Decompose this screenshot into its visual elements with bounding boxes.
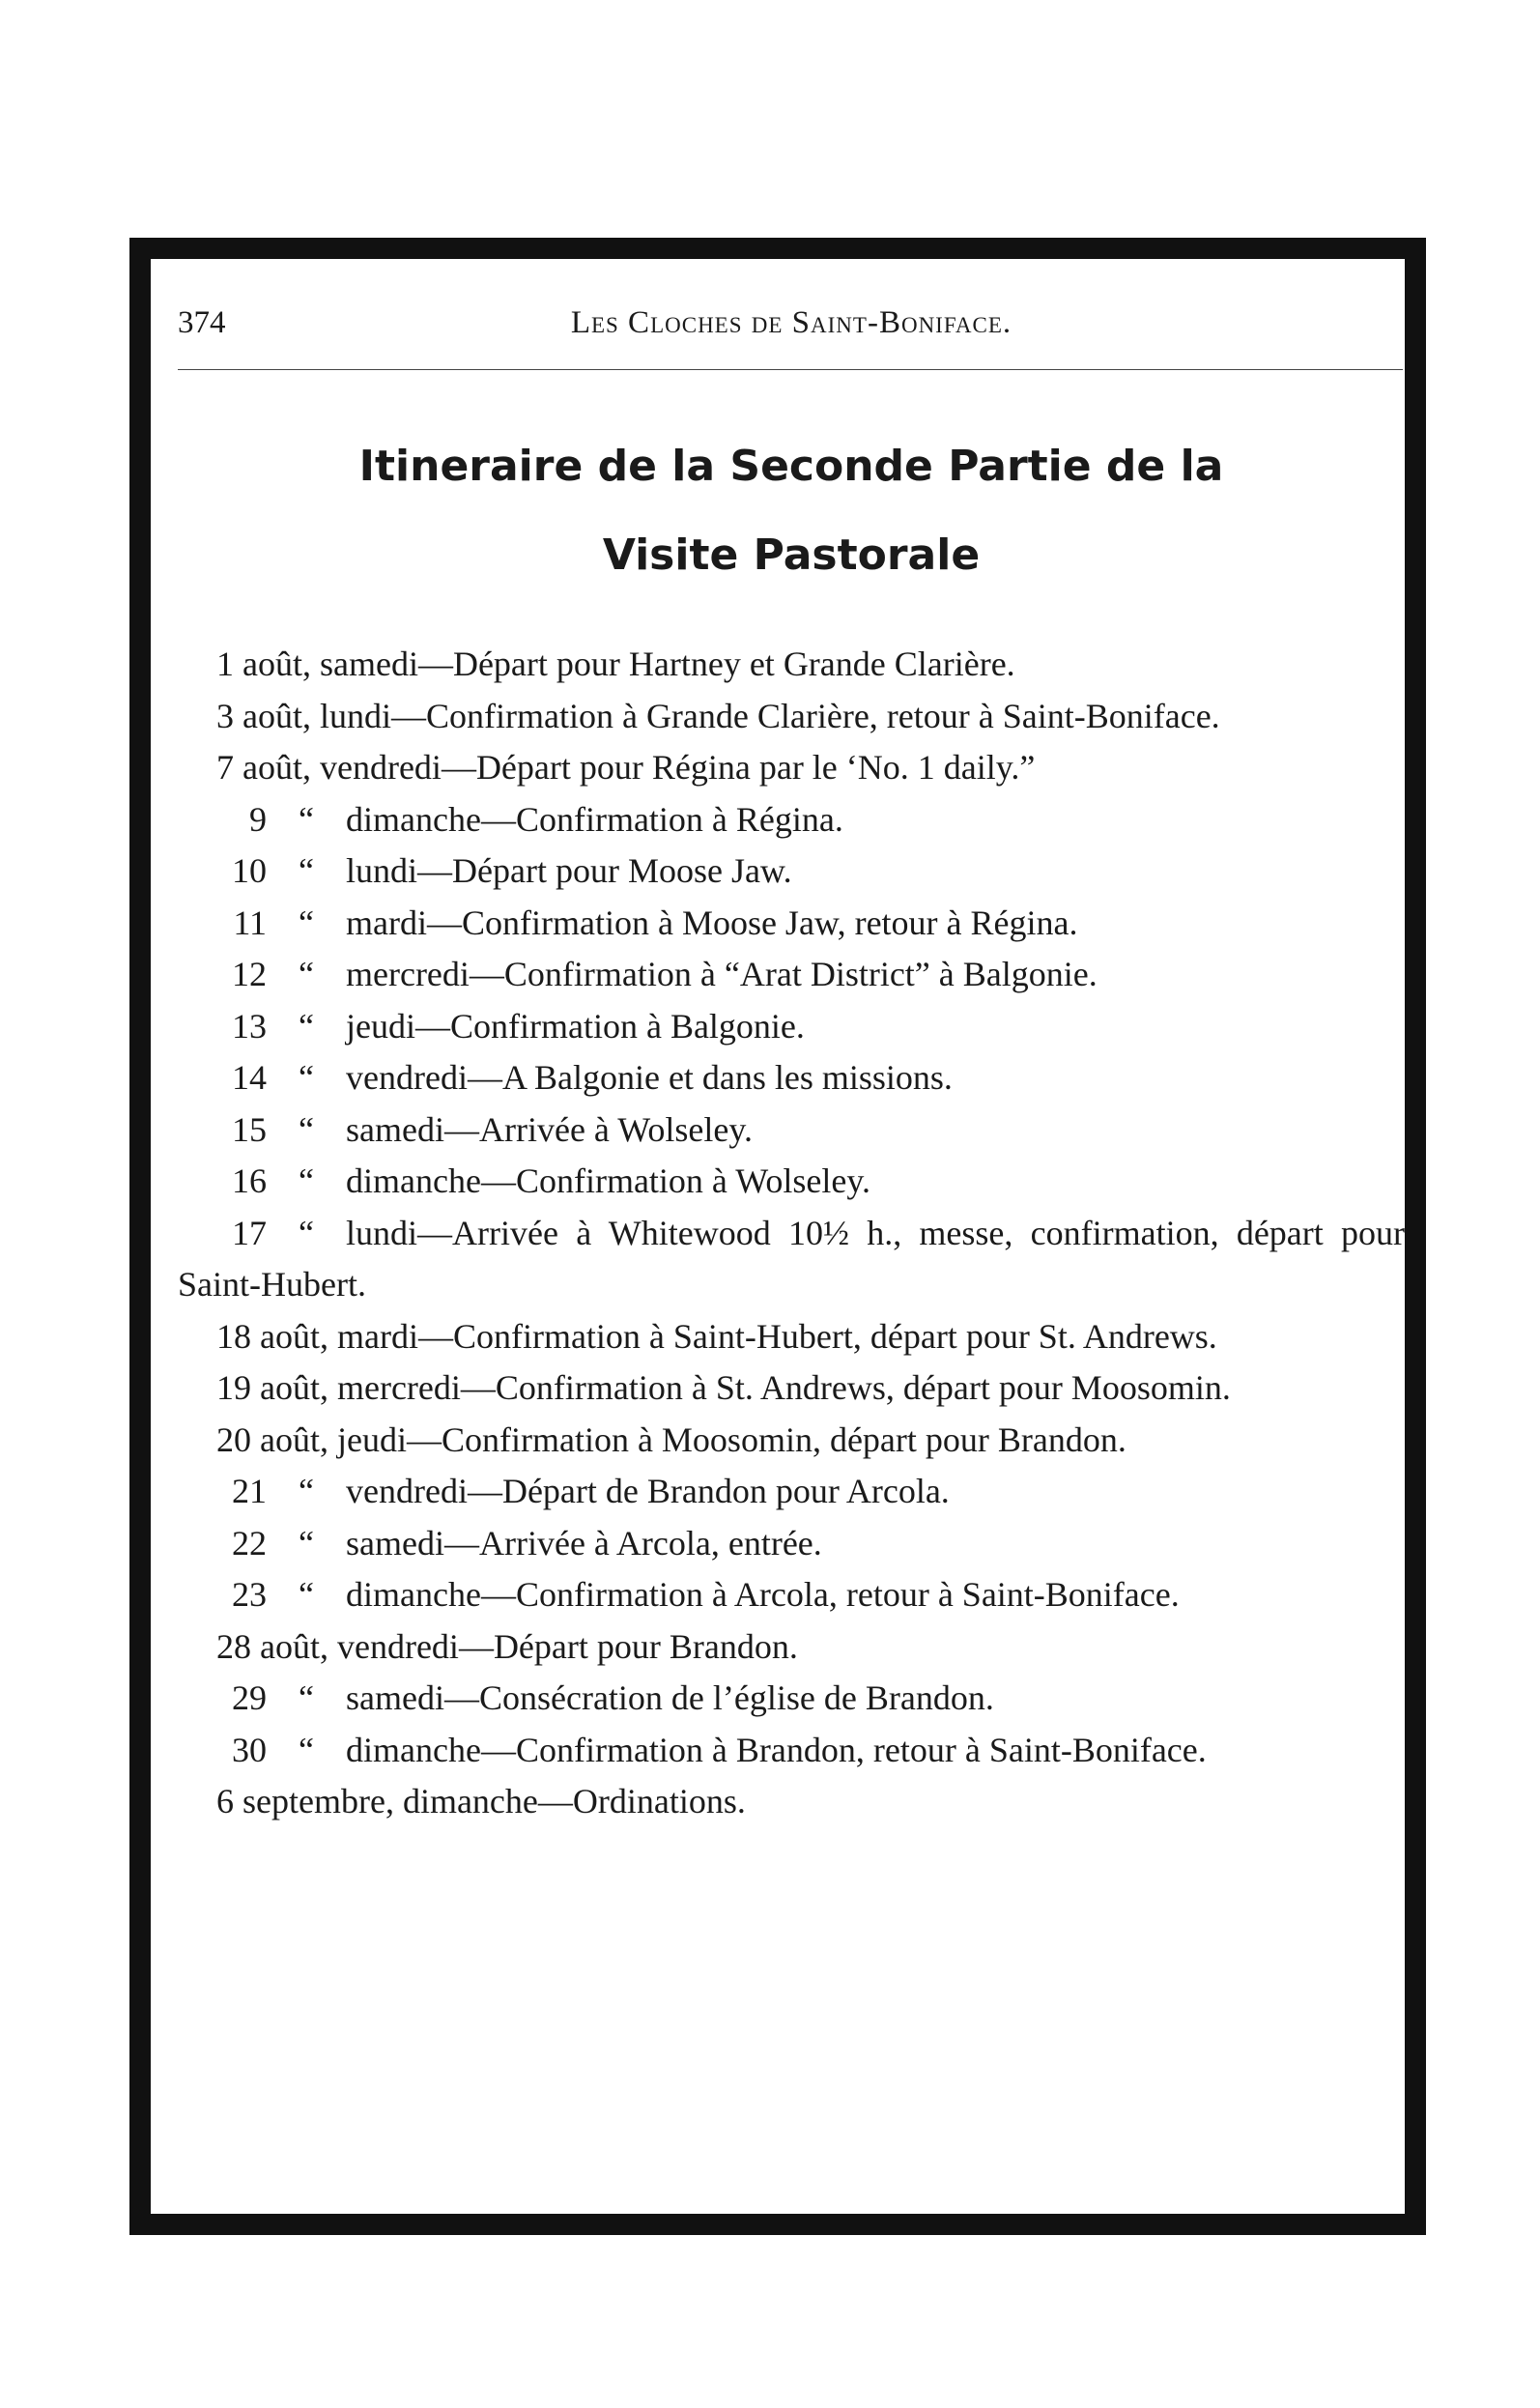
entry-day: 16 — [232, 1161, 267, 1200]
entry-day: 14 — [232, 1058, 267, 1097]
itinerary-entry — [178, 846, 1405, 898]
frame-border-bottom — [129, 2214, 1426, 2235]
entry-weekday: mercredi — [346, 955, 470, 993]
entry-text: —Départ pour Moose Jaw. — [417, 851, 792, 890]
entry-text: —Confirmation à Régina. — [480, 799, 843, 839]
ditto-mark: “ — [299, 1678, 314, 1717]
entry-weekday: vendredi — [346, 1058, 468, 1097]
entry-weekday: samedi — [346, 1678, 444, 1717]
entry-text: —Départ pour Brandon. — [458, 1626, 798, 1666]
ditto-mark: “ — [299, 1730, 314, 1769]
entry-weekday: dimanche — [346, 1161, 481, 1200]
entry-text: —Départ pour Hartney et Grande Clarière. — [417, 645, 1015, 683]
heading-line-1: Itineraire de la Seconde Partie de la — [358, 442, 1224, 491]
entry-text: —Arrivée à Arcola, entrée. — [443, 1523, 822, 1562]
itinerary-entry — [178, 1208, 1405, 1311]
entry-day: 9 — [249, 799, 267, 839]
itinerary-entries — [178, 639, 1405, 1828]
ditto-mark: “ — [299, 1575, 314, 1614]
itinerary-entry — [178, 691, 1405, 743]
entry-text: —Ordinations. — [537, 1782, 746, 1820]
entry-text: —Confirmation à Saint-Hubert, départ pour St. Andrews. — [417, 1316, 1217, 1356]
entry-weekday: jeudi — [346, 1006, 415, 1046]
entry-text: —Arrivée à Wolseley. — [443, 1109, 753, 1149]
frame-border-right — [1405, 238, 1426, 2235]
itinerary-entry — [178, 1569, 1405, 1621]
entry-text: —Confirmation à Brandon, retour à Saint-Boniface. — [480, 1730, 1207, 1769]
itinerary-entry — [178, 742, 1405, 794]
heading-line-2: Visite Pastorale — [602, 530, 981, 580]
entry-day: 15 — [232, 1109, 267, 1149]
entry-weekday: lundi — [346, 1213, 418, 1252]
ditto-mark: “ — [299, 851, 314, 890]
entry-text: —Confirmation à Moosomin, départ pour Brandon. — [406, 1419, 1126, 1459]
entry-text: —Arrivée à Whitewood 10½ h., messe, confirmation, départ pour Saint-Hubert. — [178, 1213, 1405, 1304]
entry-weekday: dimanche — [346, 799, 481, 839]
itinerary-entry — [178, 639, 1405, 691]
itinerary-entry — [178, 1673, 1405, 1725]
entry-date: 20 août, jeudi — [216, 1419, 407, 1459]
ditto-mark: “ — [299, 1523, 314, 1562]
ditto-mark: “ — [299, 1213, 314, 1252]
entry-day: 11 — [233, 903, 267, 942]
entry-day: 17 — [232, 1213, 267, 1252]
ditto-mark: “ — [299, 1161, 314, 1200]
page-number: 374 — [178, 305, 226, 340]
ditto-mark: “ — [299, 1058, 314, 1097]
entry-date: 3 août, lundi — [216, 696, 391, 735]
header-rule — [178, 369, 1403, 370]
ditto-mark: “ — [299, 903, 314, 942]
page-content — [178, 305, 1405, 1828]
itinerary-entry — [178, 1621, 1405, 1674]
entry-day: 30 — [232, 1730, 267, 1769]
entry-text: —Départ de Brandon pour Arcola. — [467, 1472, 950, 1510]
entry-text: —Confirmation à St. Andrews, départ pour Moosomin. — [460, 1368, 1231, 1407]
running-head — [178, 305, 1405, 363]
entry-date: 7 août, vendredi — [216, 748, 442, 787]
entry-text: —Confirmation à Balgonie. — [414, 1006, 805, 1046]
entry-weekday: samedi — [346, 1109, 444, 1149]
ditto-mark: “ — [299, 1006, 314, 1046]
entry-day: 10 — [232, 851, 267, 890]
entry-text: —Départ pour Régina par le ‘No. 1 daily.” — [441, 748, 1036, 787]
entry-weekday: dimanche — [346, 1730, 481, 1769]
entry-text: —Confirmation à Moose Jaw, retour à Régina. — [426, 903, 1078, 942]
frame-border-top — [129, 238, 1426, 259]
ditto-mark: “ — [299, 955, 314, 993]
entry-text: —Confirmation à Grande Clarière, retour à Saint-Boniface. — [390, 696, 1220, 735]
entry-weekday: lundi — [346, 851, 418, 890]
itinerary-entry — [178, 949, 1405, 1001]
entry-day: 12 — [232, 955, 267, 993]
itinerary-entry — [178, 1725, 1405, 1777]
itinerary-entry — [178, 1001, 1405, 1053]
ditto-mark: “ — [299, 1472, 314, 1510]
journal-title: Les Cloches de Saint-Boniface. — [570, 305, 1012, 340]
itinerary-entry — [178, 1415, 1405, 1467]
entry-date: 19 août, mercredi — [216, 1368, 461, 1407]
entry-day: 29 — [232, 1678, 267, 1717]
itinerary-entry — [178, 1362, 1405, 1415]
entry-weekday: dimanche — [346, 1575, 481, 1614]
entry-day: 21 — [232, 1472, 267, 1510]
entry-text: —A Balgonie et dans les missions. — [467, 1058, 953, 1097]
entry-text: —Confirmation à Wolseley. — [480, 1161, 870, 1200]
entry-day: 22 — [232, 1523, 267, 1562]
itinerary-entry — [178, 1104, 1405, 1157]
itinerary-entry — [178, 1466, 1405, 1518]
itinerary-entry — [178, 794, 1405, 846]
entry-date: 28 août, vendredi — [216, 1626, 459, 1666]
entry-date: 6 septembre, dimanche — [216, 1782, 538, 1820]
ditto-mark: “ — [299, 1109, 314, 1149]
frame-border-left — [129, 238, 151, 2235]
entry-weekday: vendredi — [346, 1472, 468, 1510]
itinerary-entry — [178, 898, 1405, 950]
itinerary-entry — [178, 1518, 1405, 1570]
entry-date: 18 août, mardi — [216, 1316, 418, 1356]
itinerary-entry — [178, 1776, 1405, 1828]
itinerary-entry — [178, 1311, 1405, 1363]
entry-weekday: samedi — [346, 1523, 444, 1562]
entry-date: 1 août, samedi — [216, 645, 418, 683]
itinerary-heading — [178, 422, 1405, 600]
ditto-mark: “ — [299, 799, 314, 839]
entry-text: —Confirmation à “Arat District” à Balgonie. — [469, 955, 1098, 993]
entry-day: 13 — [232, 1006, 267, 1046]
entry-text: —Confirmation à Arcola, retour à Saint-Boniface. — [480, 1575, 1180, 1614]
entry-weekday: mardi — [346, 903, 427, 942]
entry-text: —Consécration de l’église de Brandon. — [443, 1678, 994, 1717]
itinerary-entry — [178, 1156, 1405, 1208]
entry-day: 23 — [232, 1575, 267, 1614]
page-frame — [129, 238, 1426, 2235]
itinerary-entry — [178, 1052, 1405, 1104]
